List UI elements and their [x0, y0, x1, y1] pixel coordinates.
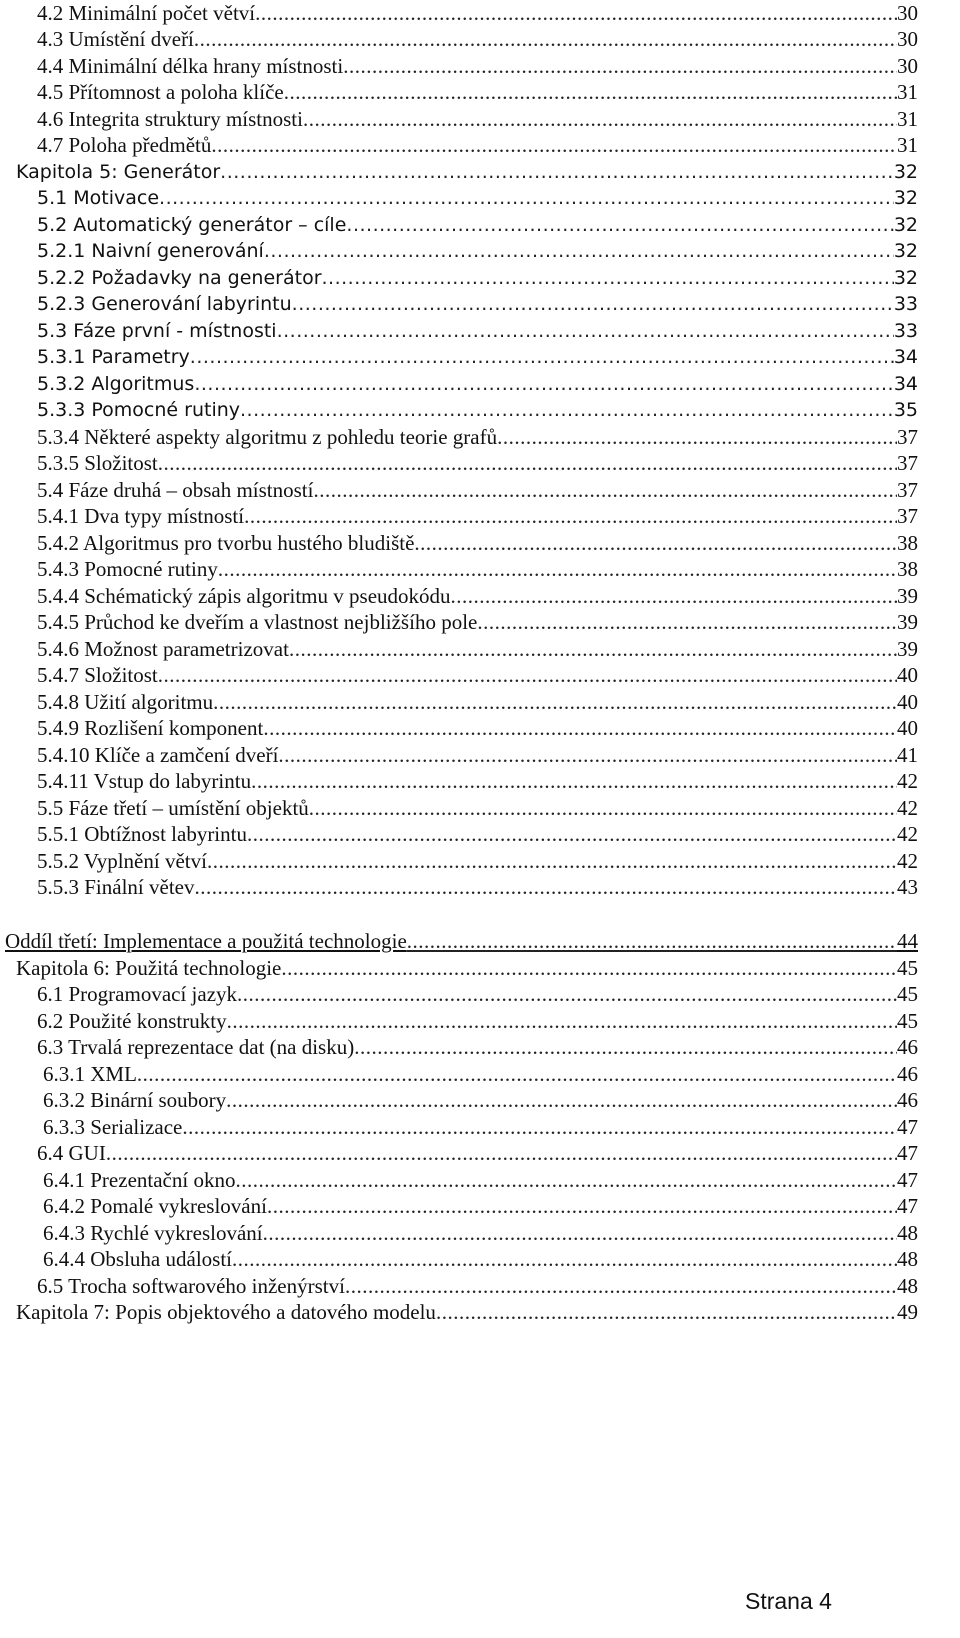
toc-entry-title: 6.4.2 Pomalé vykreslování: [43, 1194, 267, 1218]
toc-entry[interactable]: [37, 1034, 918, 1060]
toc-entry-title: 5.2.2 Požadavky na generátor: [37, 267, 322, 289]
toc-entry-page: 39: [897, 610, 918, 634]
toc-entry-page: 47: [897, 1115, 918, 1139]
toc-entry-title: 5.4.11 Vstup do labyrintu: [37, 769, 252, 793]
toc-entry-title: 4.6 Integrita struktury místnosti: [37, 107, 303, 131]
toc-entry[interactable]: [43, 1246, 918, 1272]
toc-entry-page: 37: [897, 451, 918, 475]
toc-entry-page: 39: [897, 637, 918, 661]
toc-entry[interactable]: [37, 1273, 918, 1299]
toc-leader-dots: [436, 1299, 897, 1325]
toc-entry-page: 46: [897, 1035, 918, 1059]
toc-leader-dots: [303, 106, 897, 132]
toc-leader-dots: [247, 821, 897, 847]
toc-entry-title: Kapitola 7: Popis objektového a datového modelu: [16, 1300, 436, 1324]
toc-leader-dots: [237, 981, 897, 1007]
toc-leader-dots: [159, 185, 894, 211]
toc-entry-title: 5.4.4 Schématický zápis algoritmu v pseudokódu: [37, 584, 451, 608]
toc-entry-page: 47: [897, 1141, 918, 1165]
toc-leader-dots: [194, 874, 897, 900]
toc-entry[interactable]: [43, 1193, 918, 1219]
toc-leader-dots: [345, 1273, 897, 1299]
toc-leader-dots: [158, 450, 897, 476]
toc-entry-page: 30: [897, 1, 918, 25]
toc-entry-title: 5.4.3 Pomocné rutiny: [37, 557, 218, 581]
toc-leader-dots: [251, 768, 897, 794]
toc-leader-dots: [226, 1087, 897, 1113]
toc-entry-page: 41: [897, 743, 918, 767]
toc-entry[interactable]: [37, 795, 918, 821]
toc-entry-page: 32: [893, 267, 918, 289]
toc-entry-page: 40: [897, 663, 918, 687]
toc-entry[interactable]: [37, 318, 918, 344]
toc-leader-dots: [451, 583, 897, 609]
toc-entry-title: 4.2 Minimální počet větví: [37, 1, 256, 25]
toc-entry[interactable]: [37, 132, 918, 158]
toc-entry-title: 5.3.1 Parametry: [37, 346, 190, 368]
toc-entry[interactable]: [43, 1167, 918, 1193]
toc-leader-dots: [207, 848, 897, 874]
toc-entry[interactable]: [37, 530, 918, 556]
toc-leader-dots: [220, 159, 894, 185]
toc-section-entry[interactable]: [5, 928, 918, 954]
toc-entry-page: 44: [897, 929, 918, 953]
toc-chapter-entry[interactable]: [16, 159, 918, 185]
toc-entry[interactable]: [37, 609, 918, 635]
toc-entry-page: 37: [897, 425, 918, 449]
toc-entry-title: 5.4.2 Algoritmus pro tvorbu hustého bludiště: [37, 531, 415, 555]
toc-entry-page: 42: [897, 796, 918, 820]
toc-entry[interactable]: [37, 981, 918, 1007]
toc-entry-page: 34: [893, 346, 918, 368]
toc-entry-title: 5.3 Fáze první - místnosti: [37, 320, 277, 342]
toc-chapter-entry[interactable]: [16, 955, 918, 981]
toc-entry[interactable]: [37, 424, 918, 450]
toc-entry[interactable]: [37, 265, 918, 291]
toc-entry-title: 5.4.1 Dva typy místností: [37, 504, 245, 528]
toc-entry-page: 45: [897, 1009, 918, 1033]
toc-entry-page: 30: [897, 27, 918, 51]
toc-entry-title: 4.5 Přítomnost a poloha klíče: [37, 80, 284, 104]
toc-entry[interactable]: [37, 185, 918, 211]
toc-leader-dots: [213, 689, 897, 715]
toc-entry-title: Kapitola 6: Použitá technologie: [16, 956, 282, 980]
toc-entry[interactable]: [37, 371, 918, 397]
toc-leader-dots: [194, 26, 897, 52]
toc-entry-page: 46: [897, 1062, 918, 1086]
toc-entry-page: 37: [897, 478, 918, 502]
toc-entry-page: 33: [893, 320, 918, 342]
toc-entry[interactable]: [37, 0, 918, 26]
toc-entry-title: 5.5.2 Vyplnění větví: [37, 849, 207, 873]
toc-leader-dots: [244, 503, 897, 529]
toc-leader-dots: [255, 0, 897, 26]
toc-entry-page: 42: [897, 769, 918, 793]
toc-entry-page: 42: [897, 849, 918, 873]
toc-entry[interactable]: [37, 742, 918, 768]
toc-leader-dots: [313, 477, 897, 503]
toc-entry[interactable]: [37, 79, 918, 105]
toc-entry-page: 33: [893, 293, 918, 315]
toc-entry-title: Oddíl třetí: Implementace a použitá technologie: [5, 929, 407, 953]
toc-entry[interactable]: [37, 26, 918, 52]
toc-entry-title: Kapitola 5: Generátor: [16, 161, 221, 183]
toc-leader-dots: [477, 609, 897, 635]
toc-entry-title: 6.3 Trvalá reprezentace dat (na disku): [37, 1035, 355, 1059]
toc-entry-title: 6.3.2 Binární soubory: [43, 1088, 227, 1112]
toc-entry-title: 5.5 Fáze třetí – umístění objektů: [37, 796, 309, 820]
toc-entry[interactable]: [37, 715, 918, 741]
toc-leader-dots: [407, 928, 897, 954]
toc-leader-dots: [346, 212, 893, 238]
page-number-footer: Strana 4: [745, 1588, 832, 1614]
toc-entry[interactable]: [37, 689, 918, 715]
toc-entry-title: 6.3.3 Serializace: [43, 1115, 183, 1139]
toc-entry[interactable]: [37, 583, 918, 609]
toc-entry-page: 32: [893, 161, 918, 183]
toc-leader-dots: [414, 530, 897, 556]
toc-entry[interactable]: [37, 768, 918, 794]
toc-entry-page: 38: [897, 531, 918, 555]
toc-entry-page: 35: [893, 399, 918, 421]
toc-entry[interactable]: [37, 344, 918, 370]
toc-entry-title: 4.4 Minimální délka hrany místnosti: [37, 54, 344, 78]
toc-entry-title: 5.3.3 Pomocné rutiny: [37, 399, 241, 421]
toc-entry[interactable]: [37, 821, 918, 847]
toc-entry-page: 38: [897, 557, 918, 581]
toc-leader-dots: [292, 291, 894, 317]
toc-entry-title: 5.3.2 Algoritmus: [37, 373, 195, 395]
toc-leader-dots: [211, 132, 897, 158]
toc-entry-title: 5.4.5 Průchod ke dveřím a vlastnost nejbližšího pole: [37, 610, 478, 634]
toc-entry[interactable]: [43, 1087, 918, 1113]
toc-leader-dots: [267, 1193, 897, 1219]
toc-entry-page: 31: [897, 107, 918, 131]
toc-entry-title: 5.4.8 Užití algoritmu: [37, 690, 214, 714]
toc-leader-dots: [218, 556, 897, 582]
toc-entry[interactable]: [37, 450, 918, 476]
toc-entry-page: 49: [897, 1300, 918, 1324]
toc-entry[interactable]: [37, 662, 918, 688]
toc-entry-page: 39: [897, 584, 918, 608]
toc-entry-title: 5.2.1 Naivní generování: [37, 240, 264, 262]
toc-leader-dots: [263, 1220, 897, 1246]
toc-entry-title: 5.3.4 Některé aspekty algoritmu z pohledu teorie grafů: [37, 425, 498, 449]
toc-entry-title: 6.4.4 Obsluha událostí: [43, 1247, 232, 1271]
toc-entry[interactable]: [37, 1140, 918, 1166]
toc-leader-dots: [194, 371, 893, 397]
toc-entry-page: 43: [897, 875, 918, 899]
toc-leader-dots: [137, 1061, 897, 1087]
toc-entry-title: 6.4.1 Prezentační okno: [43, 1168, 236, 1192]
toc-leader-dots: [182, 1114, 897, 1140]
toc-entry-title: 4.3 Umístění dveří: [37, 27, 194, 51]
toc-leader-dots: [277, 318, 894, 344]
toc-entry-page: 37: [897, 504, 918, 528]
toc-entry-page: 30: [897, 54, 918, 78]
toc-entry-page: 47: [897, 1168, 918, 1192]
toc-entry[interactable]: [37, 556, 918, 582]
toc-leader-dots: [264, 238, 894, 264]
toc-entry[interactable]: [37, 848, 918, 874]
toc-entry-title: 6.4 GUI: [37, 1141, 106, 1165]
toc-leader-dots: [106, 1140, 897, 1166]
toc-entry-page: 42: [897, 822, 918, 846]
toc-leader-dots: [354, 1034, 897, 1060]
toc-leader-dots: [278, 742, 897, 768]
toc-entry-page: 46: [897, 1088, 918, 1112]
toc-entry-page: 48: [897, 1221, 918, 1245]
toc-entry-title: 5.5.3 Finální větev: [37, 875, 195, 899]
toc-entry-page: 31: [897, 133, 918, 157]
toc-entry[interactable]: [37, 477, 918, 503]
toc-entry-title: 5.4.6 Možnost parametrizovat: [37, 637, 289, 661]
toc-entry[interactable]: [43, 1114, 918, 1140]
toc-entry-title: 5.4.7 Složitost: [37, 663, 158, 687]
toc-entry-page: 47: [897, 1194, 918, 1218]
toc-leader-dots: [284, 79, 897, 105]
toc-leader-dots: [309, 795, 897, 821]
toc-entry[interactable]: [37, 397, 918, 423]
toc-entry-title: 5.4 Fáze druhá – obsah místností: [37, 478, 314, 502]
toc-chapter-entry[interactable]: [16, 1299, 918, 1325]
toc-entry-title: 6.3.1 XML: [43, 1062, 137, 1086]
toc-entry[interactable]: [37, 238, 918, 264]
toc-entry-title: 6.4.3 Rychlé vykreslování: [43, 1221, 263, 1245]
toc-entry-page: 40: [897, 690, 918, 714]
toc-entry-title: 5.2.3 Generování labyrintu: [37, 293, 292, 315]
toc-entry[interactable]: [37, 212, 918, 238]
toc-entry[interactable]: [37, 53, 918, 79]
toc-entry-page: 32: [893, 214, 918, 236]
toc-leader-dots: [343, 53, 897, 79]
toc-entry-page: 48: [897, 1274, 918, 1298]
toc-leader-dots: [497, 424, 897, 450]
toc-entry-page: 40: [897, 716, 918, 740]
toc-leader-dots: [240, 397, 894, 423]
toc-entry[interactable]: [37, 291, 918, 317]
toc-entry-title: 5.5.1 Obtížnost labyrintu: [37, 822, 247, 846]
toc-leader-dots: [281, 955, 897, 981]
toc-entry-title: 6.1 Programovací jazyk: [37, 982, 238, 1006]
toc-leader-dots: [235, 1167, 897, 1193]
toc-entry[interactable]: [37, 1008, 918, 1034]
toc-leader-dots: [263, 715, 897, 741]
toc-entry[interactable]: [37, 636, 918, 662]
toc-leader-dots: [232, 1246, 897, 1272]
toc-entry-title: 5.3.5 Složitost: [37, 451, 158, 475]
toc-leader-dots: [322, 265, 894, 291]
toc-entry-title: 5.1 Motivace: [37, 187, 160, 209]
toc-entry-page: 32: [893, 240, 918, 262]
toc-entry[interactable]: [43, 1220, 918, 1246]
toc-entry[interactable]: [37, 106, 918, 132]
toc-leader-dots: [227, 1008, 897, 1034]
toc-entry-title: 5.2 Automatický generátor – cíle: [37, 214, 347, 236]
toc-entry-title: 6.5 Trocha softwarového inženýrství: [37, 1274, 345, 1298]
toc-entry-page: 48: [897, 1247, 918, 1271]
toc-entry-page: 45: [897, 956, 918, 980]
toc-entry-title: 6.2 Použité konstrukty: [37, 1009, 227, 1033]
toc-leader-dots: [158, 662, 897, 688]
toc-entry-page: 34: [893, 373, 918, 395]
toc-entry-title: 5.4.9 Rozlišení komponent: [37, 716, 264, 740]
toc-entry[interactable]: [37, 874, 918, 900]
toc-entry[interactable]: [43, 1061, 918, 1087]
toc-entry-page: 31: [897, 80, 918, 104]
toc-entry-page: 32: [893, 187, 918, 209]
toc-entry[interactable]: [37, 503, 918, 529]
toc-leader-dots: [289, 636, 897, 662]
toc-leader-dots: [190, 344, 894, 370]
toc-entry-title: 4.7 Poloha předmětů: [37, 133, 212, 157]
toc-entry-page: 45: [897, 982, 918, 1006]
toc-entry-title: 5.4.10 Klíče a zamčení dveří: [37, 743, 279, 767]
